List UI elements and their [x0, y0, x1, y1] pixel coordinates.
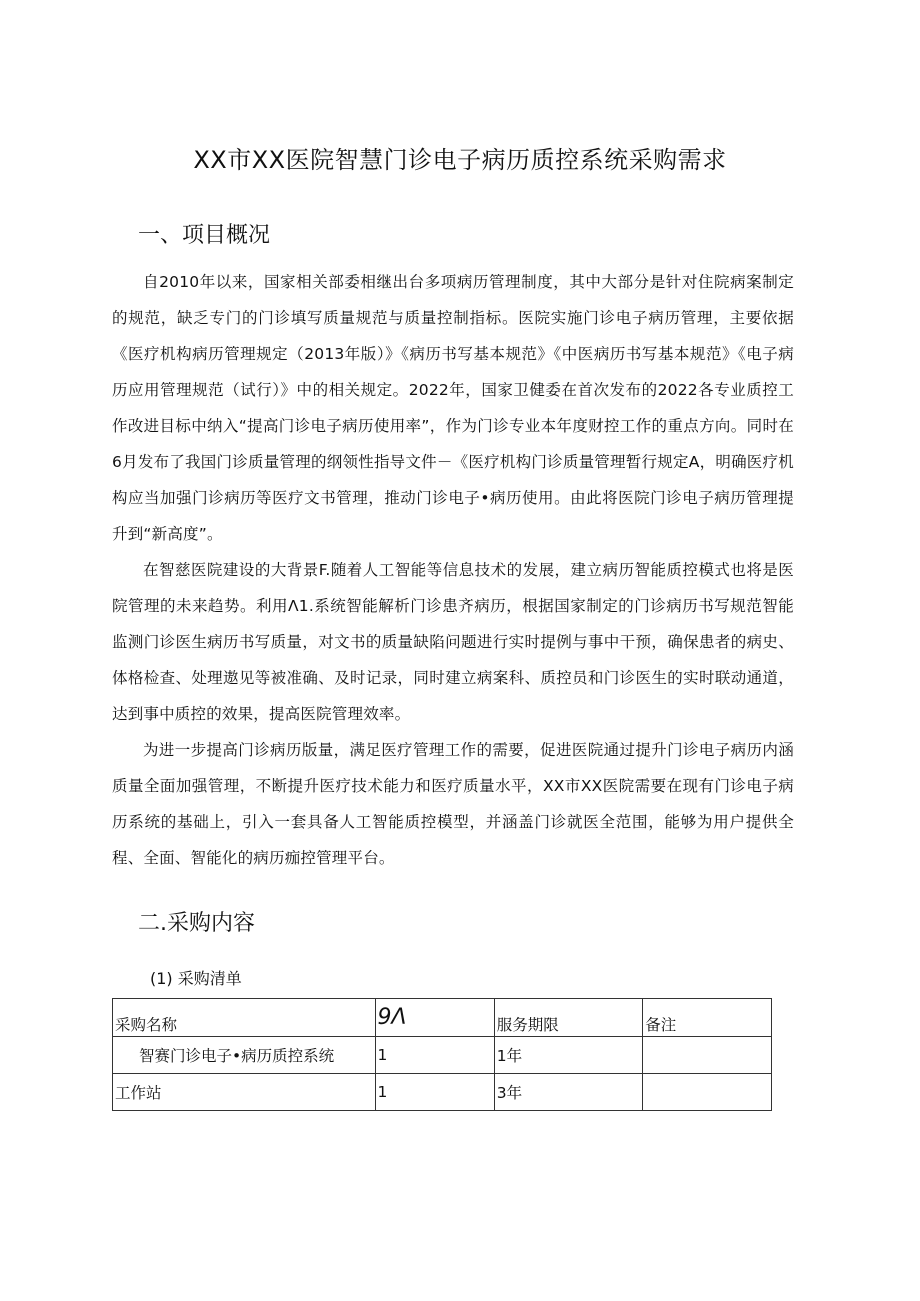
cell-quantity: 1 — [375, 1074, 494, 1111]
overview-paragraph-1: 自2010年以来，国家相关部委相继出台多项病历管理制度，其中大部分是针对住院病案制定的规范，缺乏专门的门诊填写质量规范与质量控制指标。医院实施门诊电子病历管理，主要依据《医疗机构病历管理规定（2013年版）》《病历书写基本规范》《中医病历书写基本规范》《电子病历应用管理规范（试行）》中的相关规定。2022年，国家卫健委在首次发布的2022各专业质控工作改进目标中纳入“提高门诊电子病历使用率”，作为门诊专业本年度财控工作的重点方向。同时在6月发布了我国门诊质量管理的纲领性指导文件－《医疗机构门诊质量管理暂行规定A，明确医疗机构应当加强门诊病历等医疗文书管理，推动门诊电子•病历使用。由此将医院门诊电子病历管理提升到“新高度”。 — [112, 273, 794, 543]
cell-service-period: 3年 — [494, 1074, 642, 1111]
table-row — [113, 1074, 772, 1111]
cell-remarks — [643, 1074, 772, 1111]
overview-paragraph-2: 在智慈医院建设的大背景F.随着人工智能等信息技术的发展，建立病历智能质控模式也将是医院管理的未来趋势。利用Λ1.系统智能解析门诊患齐病历，根据国家制定的门诊病历书写规范智能监测门诊医生病历书写质量，对文书的质量缺陷问题进行实时提例与事中干预，确保患者的病史、体格检查、处理遨见等被准确、及时记录，同时建立病案科、质控员和门诊医生的实时联动通道，达到事中质控的效果，提高医院管理效率。 — [112, 561, 794, 723]
header-remarks: 备注 — [643, 999, 772, 1037]
header-service-period: 服务期限 — [494, 999, 642, 1037]
cell-quantity: 1 — [375, 1037, 494, 1074]
cell-item-name: 工作站 — [113, 1074, 376, 1111]
section-heading-procurement: 二.采购内容 — [138, 911, 255, 936]
cell-remarks — [643, 1037, 772, 1074]
header-quantity: 9Λ — [375, 999, 494, 1037]
overview-paragraph-3: 为进一步提高门诊病历版量，满足医疗管理工作的需要，促进医院通过提升门诊电子病历内涵质量全面加强管理，不断提升医疗技术能力和医疗质量水平，XX市XX医院需要在现有门诊电子病历系统的基础上，引入一套具备人工智能质控模型，并涵盖门诊就医全范围，能够为用户提供全程、全面、智能化的病历痂控管理平台。 — [112, 741, 794, 867]
procurement-list-label: (1) 采购清单 — [150, 969, 242, 988]
section-heading-overview: 一、项目概况 — [138, 223, 271, 248]
cell-service-period: 1年 — [494, 1037, 642, 1074]
cell-item-name: 智赛门诊电子•病历质控系统 — [113, 1037, 376, 1074]
document-title: XX市XX医院智慧门诊电子病历质控系统采购需求 — [193, 146, 727, 174]
header-item-name: 采购名称 — [113, 999, 376, 1037]
procurement-table — [112, 998, 772, 1111]
table-header-row — [113, 999, 772, 1037]
table-row — [113, 1037, 772, 1074]
